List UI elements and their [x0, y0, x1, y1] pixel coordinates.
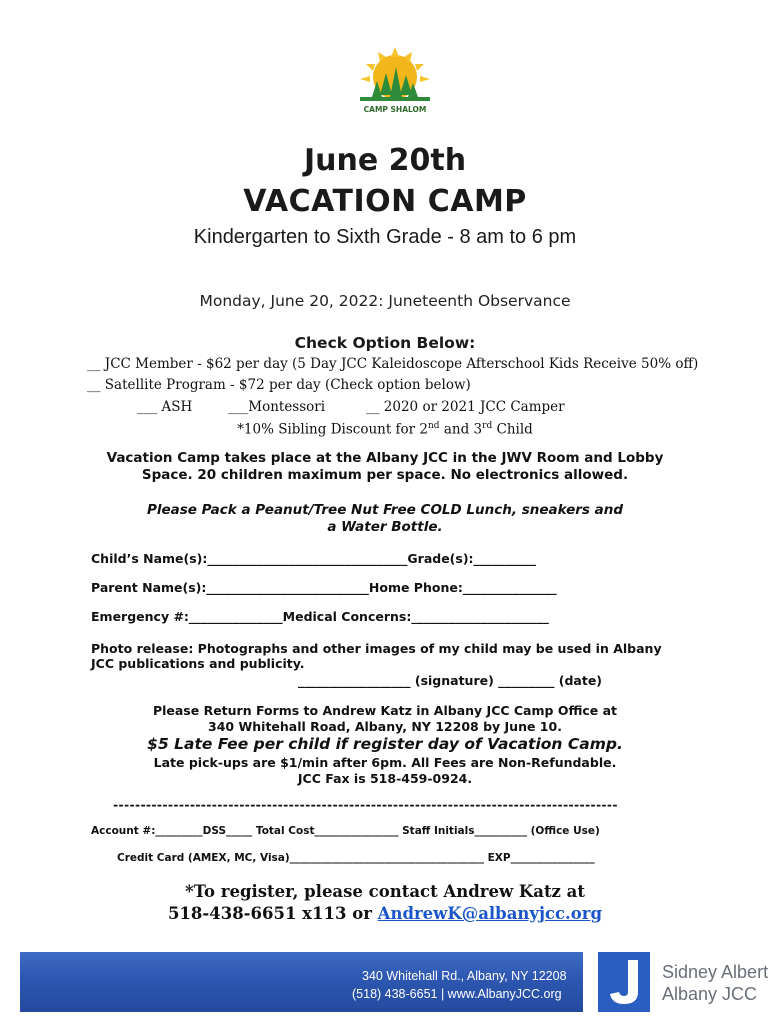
photo-release-line-2: JCC publications and publicity. — [91, 656, 305, 671]
email-link[interactable]: AndrewK@albanyjcc.org — [377, 904, 603, 923]
option-montessori: ___Montessori — [228, 399, 326, 415]
pickup-notice: Late pick-ups are $1/min after 6pm. All Fees are Non-Refundable. — [153, 755, 617, 770]
return-line-1: Please Return Forms to Andrew Katz in Albany JCC Camp Office at — [152, 703, 618, 718]
fax-line: JCC Fax is 518-459-0924. — [297, 771, 473, 786]
options-heading: Check Option Below: — [294, 334, 476, 352]
org-name-line-1: Sidney Albert — [662, 962, 769, 982]
signature-field[interactable]: __________________ (signature) _________ (date) — [298, 673, 603, 688]
parent-name-field[interactable]: Parent Name(s):__________________________Home Phone:_______________ — [91, 580, 557, 595]
option-satellite: __ Satellite Program - $72 per day (Check option below) — [87, 377, 471, 393]
subtitle: Kindergarten to Sixth Grade - 8 am to 6 pm — [193, 226, 577, 248]
contact-line-1: *To register, please contact Andrew Katz at — [184, 882, 585, 901]
divider: -------------------------------------------------------------------------------------------- — [113, 797, 618, 812]
footer-phone-web: (518) 438-6651 | www.AlbanyJCC.org — [352, 987, 562, 1001]
credit-card-line: Credit Card (AMEX, MC, Visa)_____________________________________ EXP________________ — [117, 852, 595, 864]
footer-address: 340 Whitehall Rd., Albany, NY 12208 — [362, 969, 567, 983]
option-ash: ___ ASH — [137, 399, 193, 415]
location-line-1: Vacation Camp takes place at the Albany JCC in the JWV Room and Lobby — [106, 450, 664, 466]
page-title: June 20th — [303, 143, 467, 178]
svg-text:CAMP SHALOM: CAMP SHALOM — [363, 105, 427, 114]
option-jcc-camper: __ 2020 or 2021 JCC Camper — [366, 399, 565, 415]
photo-release-line-1: Photo release: Photographs and other images of my child may be used in Albany — [91, 641, 662, 656]
org-name-line-2: Albany JCC — [662, 984, 758, 1004]
return-line-2: 340 Whitehall Road, Albany, NY 12208 by June 10. — [208, 719, 562, 734]
sibling-discount: *10% Sibling Discount for 2nd and 3rd Child — [237, 421, 533, 438]
camp-shalom-logo — [350, 45, 440, 117]
option-jcc-member: __ JCC Member - $62 per day (5 Day JCC Kaleidoscope Afterschool Kids Receive 50% off) — [87, 356, 699, 372]
date-line: Monday, June 20, 2022: Juneteenth Observance — [199, 292, 571, 310]
child-name-field[interactable]: Child’s Name(s):________________________________Grade(s):__________ — [91, 551, 537, 566]
jcc-logo-icon — [598, 952, 650, 1012]
pack-line-2: a Water Bottle. — [327, 519, 443, 535]
page-title-2: VACATION CAMP — [243, 184, 527, 219]
office-use-line: Account #:_________DSS_____ Total Cost________________ Staff Initials__________ (Office Use) — [91, 825, 600, 837]
late-fee-notice: $5 Late Fee per child if register day of Vacation Camp. — [147, 735, 623, 753]
contact-line-2: 518-438-6651 x113 or AndrewK@albanyjcc.org — [167, 904, 603, 923]
pack-line-1: Please Pack a Peanut/Tree Nut Free COLD Lunch, sneakers and — [146, 502, 624, 518]
emergency-field[interactable]: Emergency #:_______________Medical Concerns:______________________ — [91, 609, 549, 624]
location-line-2: Space. 20 children maximum per space. No electronics allowed. — [141, 467, 629, 483]
